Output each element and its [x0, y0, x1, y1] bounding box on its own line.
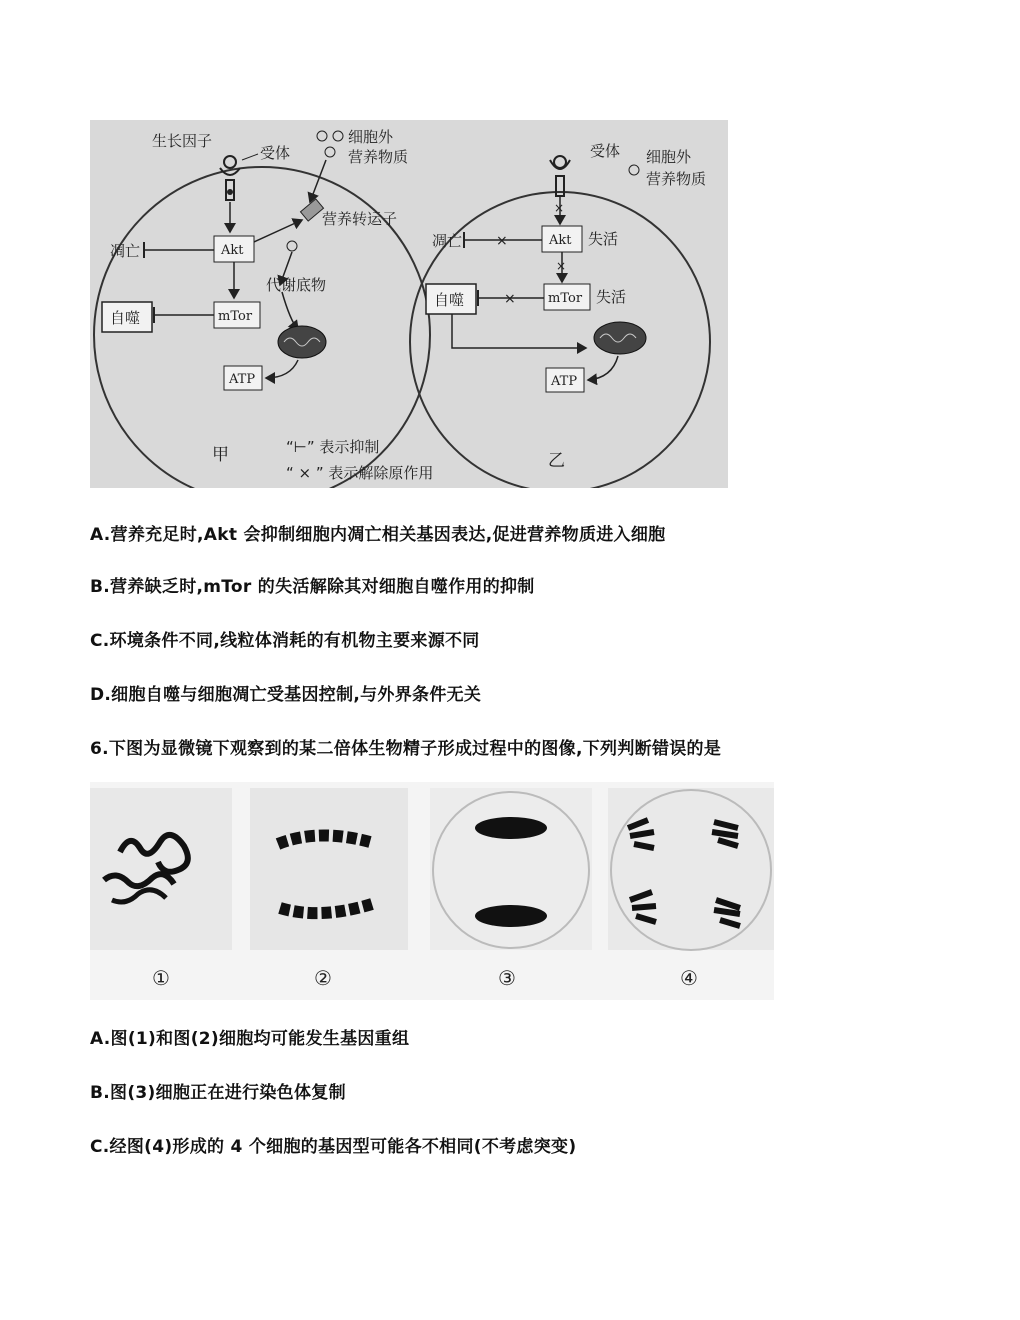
- svg-text:×: ×: [554, 201, 565, 215]
- metabolite-label: 代谢底物: [266, 276, 327, 294]
- legend-release: “ × ” 表示解除原作用: [286, 464, 434, 482]
- micrograph-label-4: ④: [680, 966, 698, 990]
- micrograph-label-1: ①: [152, 966, 170, 990]
- receptor-right-label: 受体: [590, 142, 621, 160]
- mtor-right-label: mTor: [548, 291, 583, 306]
- micrograph-label-3: ③: [498, 966, 516, 990]
- inactive-label-2: 失活: [596, 288, 627, 306]
- atp-right-label: ATP: [551, 374, 578, 389]
- legend-inhibit: “⊢” 表示抑制: [286, 438, 380, 456]
- mitochondrion-left-icon: [278, 326, 326, 358]
- nutrients-left-label: 营养物质: [348, 148, 409, 166]
- receptor-left-icon: [224, 156, 236, 168]
- q6-option-c: C.经图(4)形成的 4 个细胞的基因型可能各不相同(不考虑突变): [90, 1137, 577, 1157]
- apoptosis-left-label: 凋亡: [110, 242, 141, 260]
- q6-option-b: B.图(3)细胞正在进行染色体复制: [90, 1083, 346, 1103]
- q5-option-d: D.细胞自噬与细胞凋亡受基因控制,与外界条件无关: [90, 685, 482, 705]
- autophagy-left-label: 自噬: [110, 309, 141, 327]
- svg-text:×: ×: [496, 233, 508, 249]
- receptor-left-label: 受体: [260, 144, 291, 162]
- question-6: 6.下图为显微镜下观察到的某二倍体生物精子形成过程中的图像,下列判断错误的是: [90, 739, 722, 759]
- caption-right: 乙: [548, 451, 565, 471]
- nutrients-right-label: 营养物质: [646, 170, 707, 188]
- apoptosis-right-label: 凋亡: [432, 232, 463, 250]
- mtor-left-label: mTor: [218, 309, 253, 324]
- q5-option-b: B.营养缺乏时,mTor 的失活解除其对细胞自噬作用的抑制: [90, 577, 535, 597]
- q5-option-a: A.营养充足时,Akt 会抑制细胞内凋亡相关基因表达,促进营养物质进入细胞: [90, 525, 666, 545]
- micrograph-figure: [90, 782, 774, 1000]
- akt-right-label: Akt: [549, 233, 572, 248]
- svg-text:×: ×: [504, 291, 516, 307]
- cell-signaling-diagram: [90, 120, 728, 488]
- akt-left-label: Akt: [221, 243, 244, 258]
- inactive-label-1: 失活: [588, 230, 619, 248]
- autophagy-right-label: 自噬: [434, 291, 465, 309]
- mitochondrion-right-icon: [594, 322, 646, 354]
- caption-left: 甲: [212, 445, 229, 465]
- svg-text:×: ×: [556, 259, 567, 273]
- transporter-icon: [300, 199, 323, 221]
- q5-option-c: C.环境条件不同,线粒体消耗的有机物主要来源不同: [90, 631, 480, 651]
- extracellular-left-label: 细胞外: [348, 128, 394, 146]
- atp-left-label: ATP: [229, 372, 256, 387]
- extracellular-right-label: 细胞外: [646, 148, 692, 166]
- q6-option-a: A.图(1)和图(2)细胞均可能发生基因重组: [90, 1029, 410, 1049]
- micrograph-label-2: ②: [314, 966, 332, 990]
- growth-factor-label: 生长因子: [152, 132, 213, 150]
- micrograph-panel-2: [250, 788, 408, 950]
- transporter-label: 营养转运子: [322, 210, 398, 228]
